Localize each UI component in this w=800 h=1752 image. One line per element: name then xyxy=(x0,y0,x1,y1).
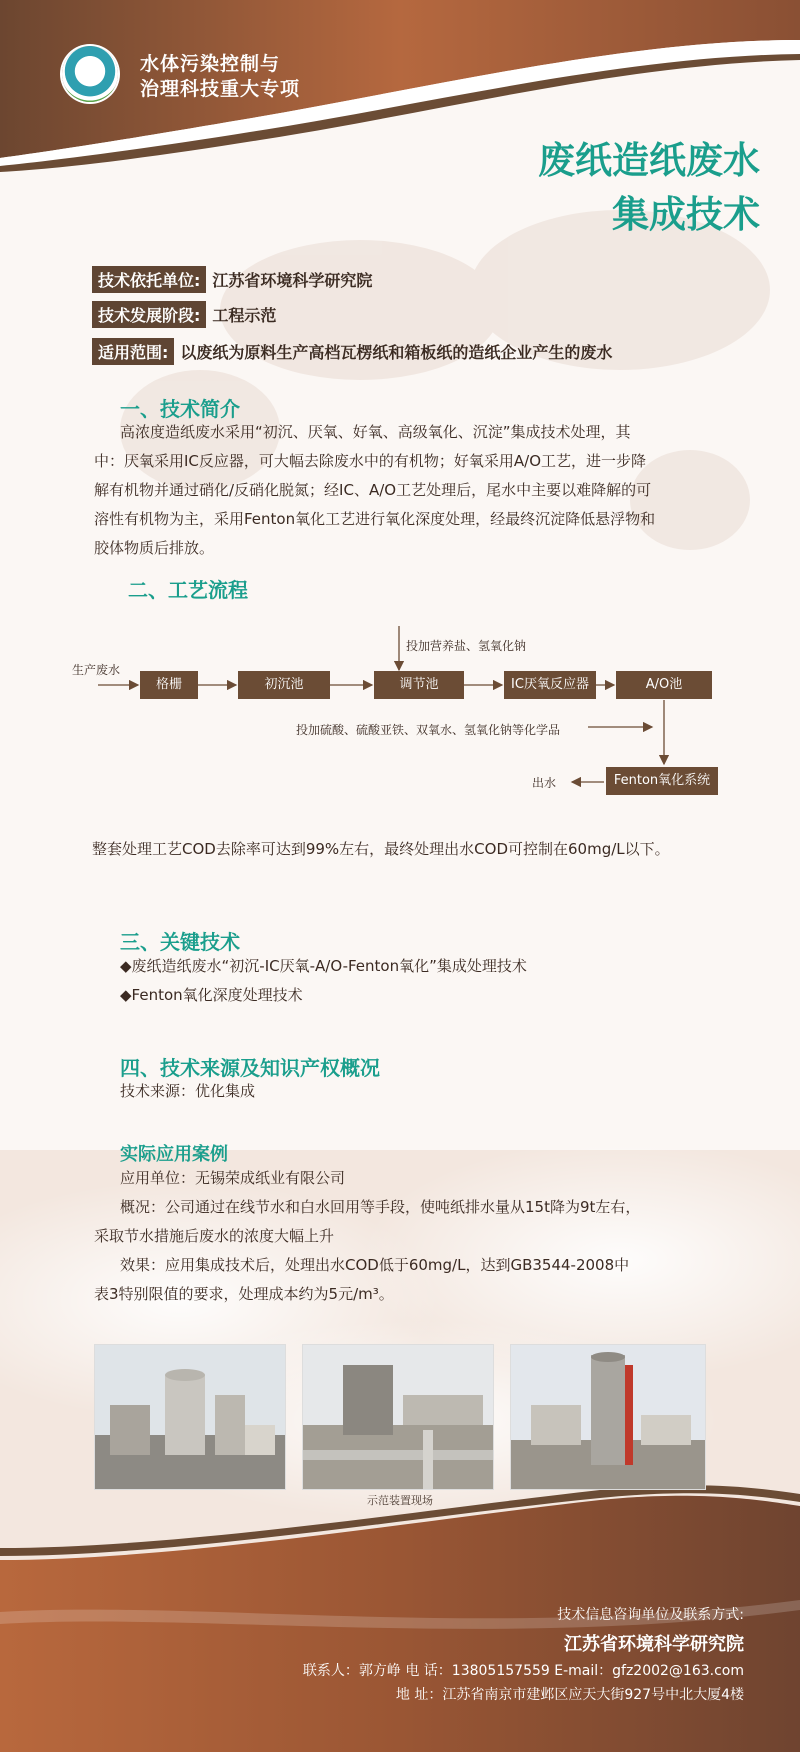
project-logo xyxy=(62,46,118,102)
info-row-unit xyxy=(92,266,372,292)
intro-line: 中：厌氧采用IC反应器，可大幅去除废水中的有机物；好氧采用A/O工艺，进一步降 xyxy=(94,452,647,470)
info-label: 技术发展阶段: xyxy=(92,301,206,328)
flow-step-ao-tank: A/O池 xyxy=(616,671,712,699)
project-title xyxy=(140,52,300,102)
project-title-line2: 治理科技重大专项 xyxy=(140,78,301,100)
project-title-line1: 水体污染控制与 xyxy=(140,53,281,75)
info-label: 技术依托单位: xyxy=(92,266,206,293)
key-tech-heading: 三、关键技术 xyxy=(120,930,240,954)
flow-step-primary-clarifier: 初沉池 xyxy=(238,671,330,699)
flow-step-fenton: Fenton氧化系统 xyxy=(606,767,718,795)
footer-consult-label: 技术信息咨询单位及联系方式: xyxy=(557,1607,744,1623)
source-text: 技术来源：优化集成 xyxy=(120,1082,256,1100)
key-tech-item: ◆Fenton氧化深度处理技术 xyxy=(120,986,303,1004)
info-value: 江苏省环境科学研究院 xyxy=(212,270,373,290)
info-row-stage xyxy=(92,301,276,327)
info-label: 适用范围: xyxy=(92,338,174,365)
footer-contact: 联系人：郭方峥 电 话：13805157559 E-mail：gfz2002@163.com xyxy=(302,1663,744,1679)
flow-step-equalization: 调节池 xyxy=(374,671,464,699)
intro-line: 胶体物质后排放。 xyxy=(94,539,215,557)
flow-output-label: 出水 xyxy=(532,776,557,790)
info-value: 以废纸为原料生产高档瓦楞纸和箱板纸的造纸企业产生的废水 xyxy=(180,342,613,362)
case-paragraph xyxy=(94,1164,744,1309)
key-tech-list xyxy=(120,952,527,1010)
page-title-line1: 废纸造纸废水 xyxy=(538,139,760,182)
page-title xyxy=(538,134,760,242)
intro-line: 解有机物并通过硝化/反硝化脱氮；经IC、A/O工艺处理后，尾水中主要以难降解的可 xyxy=(94,481,652,499)
process-summary: 整套处理工艺COD去除率可达到99%左右，最终处理出水COD可控制在60mg/L以下。 xyxy=(92,840,670,858)
photo-caption: 示范装置现场 xyxy=(367,1494,433,1507)
flow-input-label: 生产废水 xyxy=(72,663,121,677)
page-title-line2: 集成技术 xyxy=(612,193,760,236)
case-effect-line2: 表3特别限值的要求，处理成本约为5元/m³。 xyxy=(94,1285,394,1303)
flow-step-ic-reactor: IC厌氧反应器 xyxy=(504,671,596,699)
info-value: 工程示范 xyxy=(212,305,277,325)
flow-bottom-additive: 投加硫酸、硫酸亚铁、双氧水、氢氧化钠等化学品 xyxy=(296,723,561,737)
case-overview-line1: 概况：公司通过在线节水和白水回用等手段，使吨纸排水量从15t降为9t左右， xyxy=(120,1198,641,1216)
source-heading: 四、技术来源及知识产权概况 xyxy=(120,1056,380,1080)
intro-line: 溶性有机物为主，采用Fenton氧化工艺进行氧化深度处理，经最终沉淀降低悬浮物和 xyxy=(94,510,656,528)
intro-heading: 一、技术简介 xyxy=(120,397,240,421)
intro-line: 高浓度造纸废水采用“初沉、厌氧、好氧、高级氧化、沉淀”集成技术处理，其 xyxy=(120,423,631,441)
photo-site-3 xyxy=(510,1344,706,1490)
footer-org: 江苏省环境科学研究院 xyxy=(564,1634,744,1655)
photo-site-1 xyxy=(94,1344,286,1490)
case-heading: 实际应用案例 xyxy=(120,1144,228,1165)
footer-address: 地 址：江苏省南京市建邺区应天大街927号中北大厦4楼 xyxy=(395,1687,744,1703)
info-row-scope xyxy=(92,338,612,364)
flow-top-additive: 投加营养盐、氢氧化钠 xyxy=(406,639,527,653)
flow-step-screen: 格栅 xyxy=(140,671,198,699)
case-effect-line1: 效果：应用集成技术后，处理出水COD低于60mg/L，达到GB3544-2008中 xyxy=(120,1256,630,1274)
process-heading: 二、工艺流程 xyxy=(128,578,248,602)
key-tech-item: ◆废纸造纸废水“初沉-IC厌氧-A/O-Fenton氧化”集成处理技术 xyxy=(120,957,527,975)
case-unit: 应用单位：无锡荣成纸业有限公司 xyxy=(120,1169,346,1187)
case-overview-line2: 采取节水措施后废水的浓度大幅上升 xyxy=(94,1227,335,1245)
intro-paragraph xyxy=(94,418,734,563)
photo-site-2 xyxy=(302,1344,494,1490)
